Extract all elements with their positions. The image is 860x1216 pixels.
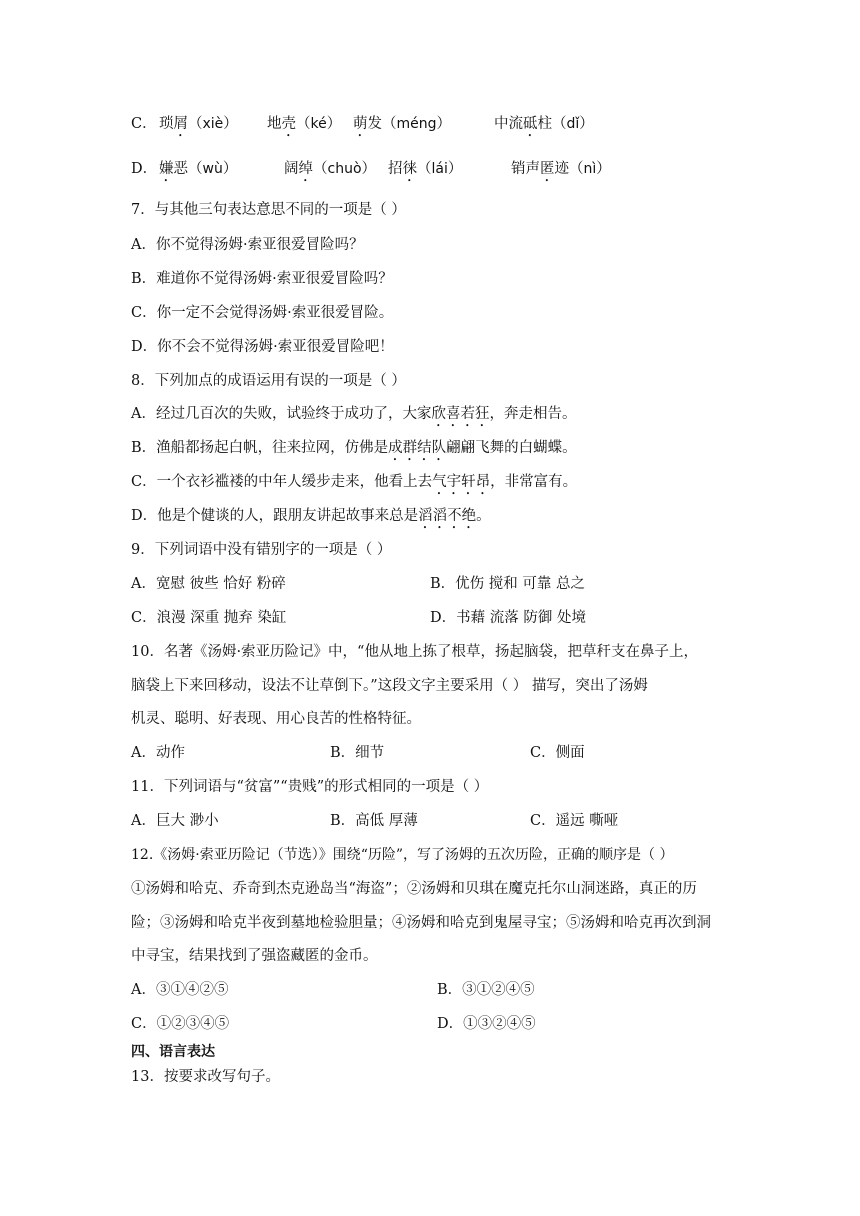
- q12-option-b: B．③①②④⑤: [437, 982, 535, 998]
- pinyin: nì: [583, 161, 597, 177]
- q11-option-a: A．巨大 渺小: [131, 813, 219, 829]
- pinyin: wù: [202, 161, 223, 177]
- q8-option-c: C．一个衣衫褴褛的中年人缓步走来，他看上去气宇轩昂，非常富有。: [131, 474, 578, 490]
- q11-stem: 11．下列词语与“贫富”“贵贱”的形式相同的一项是（ ）: [131, 779, 489, 795]
- q12-option-a: A．③①④②⑤: [131, 982, 229, 998]
- q6-option-d: [131, 159, 157, 179]
- dotted-char: 徕: [402, 161, 417, 177]
- q6-c-item-3: 萌发（méng）: [353, 116, 452, 132]
- q6-option-c: [131, 114, 157, 134]
- q12-option-c: C．①②③④⑤: [131, 1016, 230, 1032]
- q7-stem: 7．与其他三句表达意思不同的一项是（ ）: [131, 202, 406, 218]
- q8-option-d: D．他是个健谈的人，跟朋友讲起故事来总是滔滔不绝。: [131, 508, 491, 524]
- q6-c-item-1: 琐屑（xiè）: [159, 116, 238, 132]
- dotted-char: 壳: [281, 116, 296, 132]
- q10-option-b: B．细节: [330, 745, 385, 761]
- q12-stem: 12.《汤姆·索亚历险记（节选）》围绕“历险”，写了汤姆的五次历险，正确的顺序是（ ）: [131, 847, 674, 863]
- dotted-char: 砥: [523, 116, 538, 132]
- q6-d-item-1: 嫌恶（wù）: [159, 161, 238, 177]
- dotted-char: 屑: [173, 116, 188, 132]
- q10-line-3: 机灵、聪明、好表现、用心良苦的性格特征。: [131, 711, 421, 727]
- q10-option-c: C．侧面: [530, 745, 585, 761]
- q9-option-b: B．优伤 搅和 可靠 总之: [430, 576, 585, 592]
- pinyin: méng: [396, 116, 437, 132]
- q11-option-b: B．高低 厚薄: [330, 813, 418, 829]
- pinyin: dǐ: [566, 116, 580, 132]
- pinyin: lái: [431, 161, 448, 177]
- q12-line-2: 险；③汤姆和哈克半夜到墓地检验胆量；④汤姆和哈克到鬼屋寻宝；⑤汤姆和哈克再次到洞: [131, 915, 711, 931]
- q7-option-c: C．你一定不会觉得汤姆·索亚很爱冒险。: [131, 305, 394, 321]
- q8-option-b: B．渔船都扬起白帆，往来拉网，仿佛是成群结队翩翩飞舞的白蝴蝶。: [131, 440, 577, 456]
- dotted-char: 绰: [298, 161, 313, 177]
- dotted-idiom: 滔滔不绝: [418, 508, 477, 524]
- q12-option-d: D．①③②④⑤: [437, 1016, 536, 1032]
- dotted-char: 嫌: [159, 161, 174, 177]
- q9-stem: 9．下列词语中没有错别字的一项是（ ）: [131, 542, 392, 558]
- dotted-idiom: 成群结队: [388, 440, 447, 456]
- q9-option-a: A．宽慰 彼些 恰好 粉碎: [131, 576, 286, 592]
- q6-d-item-3: 招徕（lái）: [388, 161, 463, 177]
- q7-option-b: B．难道你不觉得汤姆·索亚很爱冒险吗？: [131, 271, 393, 287]
- q6-c-item-2: 地壳（ké）: [267, 116, 342, 132]
- q6-d-item-2: 阔绰（chuò）: [284, 161, 377, 177]
- pinyin: xiè: [202, 116, 224, 132]
- q6-d-item-4: 销声匿迹（nì）: [511, 161, 611, 177]
- q9-option-d: D．书藉 流落 防御 处境: [430, 610, 586, 626]
- dotted-char: 匿: [540, 161, 555, 177]
- dotted-char: 萌: [353, 116, 368, 132]
- q12-line-3: 中寻宝，结果找到了强盗藏匿的金币。: [131, 948, 378, 964]
- pinyin: ké: [310, 116, 327, 132]
- q9-option-c: C．浪漫 深重 抛弃 染缸: [131, 610, 287, 626]
- q7-option-d: D．你不会不觉得汤姆·索亚很爱冒险吧！: [131, 339, 394, 355]
- section-heading: 四、语言表达: [131, 1044, 215, 1060]
- option-label: C．: [131, 116, 157, 132]
- q10-line-2: 脑袋上下来回移动，设法不让草倒下。”这段文字主要采用（ ） 描写，突出了汤姆: [131, 678, 648, 694]
- q7-option-a: A．你不觉得汤姆·索亚很爱冒险吗？: [131, 237, 364, 253]
- q10-option-a: A．动作: [131, 745, 185, 761]
- q6-c-item-4: 中流砥柱（dǐ）: [494, 116, 594, 132]
- option-label: D．: [131, 161, 158, 177]
- q10-line-1: 10．名著《汤姆·索亚历险记》中，“他从地上拣了根草，扬起脑袋，把草秆支在鼻子上，: [131, 644, 698, 660]
- q12-line-1: ①汤姆和哈克、乔奇到杰克逊岛当“海盗”；②汤姆和贝琪在魔克托尔山洞迷路，真正的历: [131, 881, 697, 897]
- dotted-idiom: 欣喜若狂: [431, 406, 490, 422]
- q11-option-c: C．遥远 嘶哑: [530, 813, 619, 829]
- pinyin: chuò: [327, 161, 362, 177]
- q8-option-a: A．经过几百次的失败，试验终于成功了，大家欣喜若狂，奔走相告。: [131, 406, 577, 422]
- q13-stem: 13．按要求改写句子。: [131, 1069, 280, 1085]
- q8-stem: 8．下列加点的成语运用有误的一项是（ ）: [131, 373, 406, 389]
- dotted-idiom: 气宇轩昂: [432, 474, 491, 490]
